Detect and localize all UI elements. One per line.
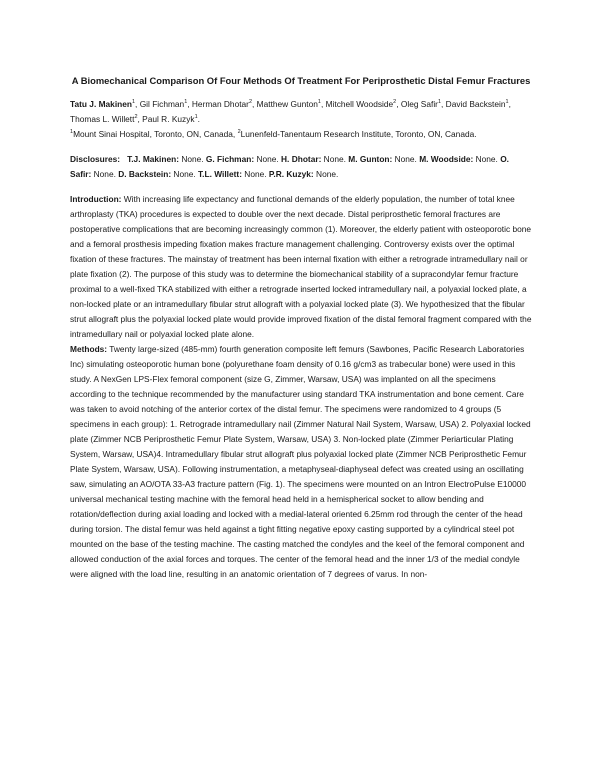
author-affiliation: 1 [505, 99, 509, 106]
author: Tatu J. Makinen$^1$, [70, 99, 140, 109]
affiliation-text: Lunenfeld-Tanentaum Research Institute, Toronto, ON, Canada. [240, 129, 477, 139]
introduction-text: With increasing life expectancy and functional demands of the elderly population, the number of total knee arthroplasty (TKA) procedures is expected to double over the next decade. Distal periprosthetic femoral fractures are postoperative complications that are becoming increasingly common (1). Moreover, the elderly patient with osteoporotic bone and a femoral prosthesis impeding fixation makes fracture management challenging. Controversy exists over the optimal fixation of these fractures. The mainstay of treatment has been internal fixation with either a retrograde intramedullary nail or plate fixation (2). The purpose of this study was to determine the biomechanical stability of a supracondylar femur fracture proximal to a well-fixed TKA stabilized with either a retrograde inserted locked intramedullary nail, a polyaxial locked plate, a non-locked plate or an intramedullary fibular strut allograft with a polyaxial locked plate (3). We hypothesized that the fibular strut allograft plus the polyaxial locked plate would provide improved fixation of the distal femoral fragment compared with the intramedullary nail or polyaxial locked plate alone. [70, 194, 532, 339]
author: David Backstein$^1$, [445, 99, 511, 109]
author-affiliation: 1 [184, 99, 188, 106]
author: Herman Dhotar$^2$, [191, 99, 257, 109]
disclosure-value: None. [313, 169, 339, 179]
disclosure-name: T.J. Makinen: [127, 154, 179, 164]
affiliations [70, 127, 532, 142]
author-name: Gil Fichman [139, 99, 185, 109]
author-name: Tatu J. Makinen [70, 99, 132, 109]
author-name: Mitchell Woodside [325, 99, 394, 109]
disclosure-value: None. [171, 169, 199, 179]
author: Matthew Gunton$^1$, [256, 99, 326, 109]
author-affiliation: 1 [131, 99, 136, 106]
author-affiliation: 1 [437, 99, 442, 106]
author: Thomas L. Willett$^2$, [70, 114, 143, 124]
author: Gil Fichman$^1$, [139, 99, 192, 109]
disclosure-value: None. [179, 154, 206, 164]
disclosure-value: None. [91, 169, 119, 179]
disclosure-value: None. [473, 154, 501, 164]
author: Mitchell Woodside$^2$, [325, 99, 401, 109]
disclosures-label: Disclosures: [70, 154, 121, 164]
author-name: Paul R. Kuzyk [142, 114, 195, 124]
disclosure-name: P.R. Kuzyk: [268, 169, 314, 179]
disclosures [70, 152, 532, 182]
disclosure-value: None. [241, 169, 269, 179]
affiliation-number: 2 [237, 129, 241, 136]
disclosure-name: H. Dhotar: [281, 154, 322, 164]
disclosure-name: T.L. Willett: [198, 169, 242, 179]
methods-text: Twenty large-sized (485-mm) fourth generation composite left femurs (Sawbones, Pacific Research Laboratories Inc) simulating osteoporotic human bone (polyurethane foam density of 0.16 g/cm3 as trabecular bone) were used in this study. A NexGen LPS-Flex femoral component (size G, Zimmer, Warsaw, USA) was implanted on all the specimens according to the technique recommended by the manufacturer using standard TKA instrumentation and bone cement. Care was taken to avoid notching of the anterior cortex of the distal femur. The specimens were randomized to 4 groups (5 specimens in each group): 1. Retrograde intramedullary nail (Zimmer Natural Nail System, Warsaw, USA) 2. Polyaxial locked plate (Zimmer NCB Periprosthetic Femur Plate System, Warsaw, USA) 3. Non-locked plate (Zimmer Periarticular Plating System, Warsaw, USA)4. Intramedullary fibular strut allograft plus polyaxial locked plate (Zimmer NCB Periprosthetic Femur Plate System, Warsaw, USA). Following instrumentation, a metaphyseal-diaphyseal defect was created using an oscillating saw, simulating an AO/OTA 33-A3 fracture pattern (Fig. 1). The specimens were mounted on an Intron ElectroPulse E10000 universal mechanical testing machine with the femoral head held in a hemispherical socket to allow bending and rotation/deflection during axial loading and locked with a medial-lateral oriented 6.25mm rod through the center of the head during torsion. The distal femur was held against a tight fitting negative epoxy casting supported by a cylindrical steel pot mounted on the base of the testing machine. The casting matched the condyles and the keel of the femoral component and allowed conduction of the axial forces and torques. The center of the femoral head and the inner 1/3 of the medial condyle were aligned with the load line, resulting in an anatomic orientation of 7 degrees of varus. In non- [70, 344, 531, 579]
author: Paul R. Kuzyk$^1$. [142, 114, 200, 124]
introduction-section [70, 192, 532, 342]
author-list [70, 97, 532, 127]
author-affiliation: 1 [317, 99, 321, 106]
disclosure-value: None. [392, 154, 420, 164]
author: Oleg Safir$^1$, [400, 99, 446, 109]
disclosure-name: G. Fichman: [205, 154, 255, 164]
author-affiliation: 2 [134, 114, 138, 121]
disclosure-name: M. Woodside: [419, 154, 474, 164]
author-name: Thomas L. Willett [70, 114, 135, 124]
disclosure-value: None. [254, 154, 282, 164]
author-name: Oleg Safir [400, 99, 438, 109]
author-affiliation: 2 [393, 99, 397, 106]
author-affiliation: 1 [194, 114, 198, 121]
methods-heading: Methods: [70, 344, 108, 354]
author-affiliation: 2 [248, 99, 253, 106]
affiliation-number: 1 [70, 129, 74, 136]
introduction-heading: Introduction: [70, 194, 122, 204]
author-name: Herman Dhotar [191, 99, 249, 109]
paper-title: A Biomechanical Comparison Of Four Methods Of Treatment For Periprosthetic Distal Femur Fractures [71, 75, 531, 86]
affiliation-text: Mount Sinai Hospital, Toronto, ON, Canada, [73, 129, 238, 139]
disclosure-value: None. [321, 154, 349, 164]
disclosure-name: D. Backstein: [118, 169, 172, 179]
methods-section [70, 342, 532, 582]
disclosure-name: M. Gunton: [348, 154, 393, 164]
author-name: David Backstein [445, 99, 506, 109]
paper-page [70, 72, 532, 582]
author-name: Matthew Gunton [256, 99, 318, 109]
disclosure-name: O. Safir: [70, 154, 509, 179]
